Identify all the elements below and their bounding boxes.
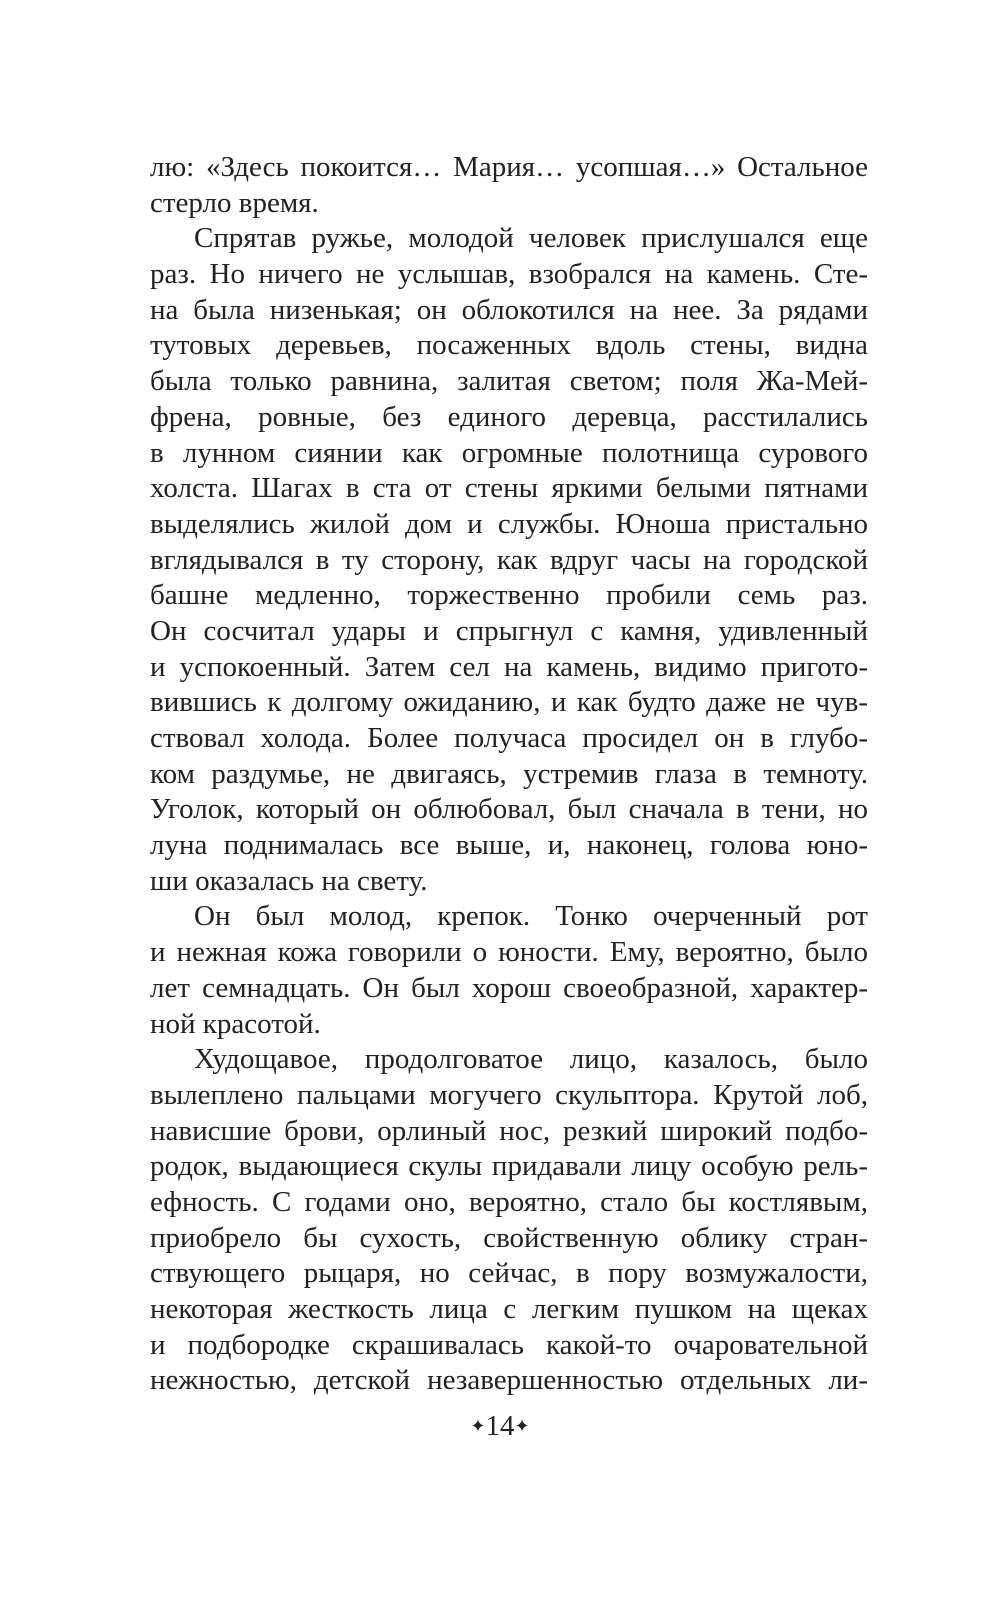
text-line: холста. Шагах в ста от стены яркими белыми пятнами bbox=[150, 472, 868, 505]
text-line: лет семнадцать. Он был хорош своеобразной, характер- bbox=[150, 971, 868, 1004]
page-number: 14 bbox=[485, 1410, 515, 1442]
text-line: френа, ровные, без единого деревца, расстилались bbox=[150, 400, 868, 433]
text-line: и успокоенный. Затем сел на камень, видимо пригото- bbox=[150, 650, 868, 683]
ornament-right-icon: ✦ bbox=[514, 1416, 530, 1436]
text-line: вылеплено пальцами могучего скульптора. Крутой лоб, bbox=[150, 1078, 868, 1111]
text-line: в лунном сиянии как огромные полотнища сурового bbox=[150, 436, 868, 469]
text-line: башне медленно, торжественно пробили семь раз. bbox=[150, 579, 868, 612]
text-line: ствующего рыцаря, но сейчас, в пору возмужалости, bbox=[150, 1257, 868, 1290]
text-line: раз. Но ничего не услышав, взобрался на камень. Сте- bbox=[150, 258, 868, 291]
text-line: Спрятав ружье, молодой человек прислушался еще bbox=[194, 222, 868, 255]
text-line: была только равнина, залитая светом; поля Жа-Мей- bbox=[150, 365, 868, 398]
text-line: некоторая жесткость лица с легким пушком на щеках bbox=[150, 1293, 868, 1325]
text-line: лю: «Здесь покоится… Мария… усопшая…» Остальное bbox=[150, 151, 868, 183]
text-line: Уголок, который он облюбовал, был сначала в тени, но bbox=[150, 793, 868, 826]
text-line: стерло время. bbox=[150, 186, 319, 219]
text-line: тутовых деревьев, посаженных вдоль стены, видна bbox=[150, 329, 868, 362]
text-line: ной красотой. bbox=[150, 1007, 321, 1040]
text-line: луна поднималась все выше, и, наконец, голова юно- bbox=[150, 829, 868, 862]
text-line: Он сосчитал удары и спрыгнул с камня, удивленный bbox=[150, 614, 868, 647]
text-line: ши оказалась на свету. bbox=[150, 864, 428, 897]
text-line: Худощавое, продолговатое лицо, казалось, было bbox=[194, 1043, 868, 1076]
page-number-footer bbox=[0, 1408, 1000, 1444]
text-line: и подбородке скрашивалась какой-то очаровательной bbox=[150, 1328, 868, 1361]
text-line: ствовал холода. Более получаса просидел он в глубо- bbox=[150, 722, 868, 754]
text-line: ефность. С годами оно, вероятно, стало бы костлявым, bbox=[150, 1185, 868, 1218]
text-line: выделялись жилой дом и службы. Юноша пристально bbox=[150, 507, 868, 540]
text-line: и нежная кожа говорили о юности. Ему, вероятно, было bbox=[150, 936, 868, 969]
text-line: вившись к долгому ожиданию, и как будто даже не чув- bbox=[150, 686, 868, 719]
text-line: на была низенькая; он облокотился на нее. За рядами bbox=[150, 293, 868, 326]
ornament-left-icon: ✦ bbox=[470, 1416, 486, 1436]
text-line: нависшие брови, орлиный нос, резкий широкий подбо- bbox=[150, 1114, 868, 1147]
text-line: приобрело бы сухость, свойственную облику стран- bbox=[150, 1221, 868, 1254]
text-line: вглядывался в ту сторону, как вдруг часы на городской bbox=[150, 543, 868, 576]
text-line: родок, выдающиеся скулы придавали лицу особую рель- bbox=[150, 1150, 868, 1183]
text-line: ком раздумье, не двигаясь, устремив глаза в темноту. bbox=[150, 757, 868, 790]
text-line: Он был молод, крепок. Тонко очерченный рот bbox=[194, 900, 868, 933]
body-text bbox=[150, 150, 868, 1399]
text-line: нежностью, детской незавершенностью отдельных ли- bbox=[150, 1364, 868, 1397]
